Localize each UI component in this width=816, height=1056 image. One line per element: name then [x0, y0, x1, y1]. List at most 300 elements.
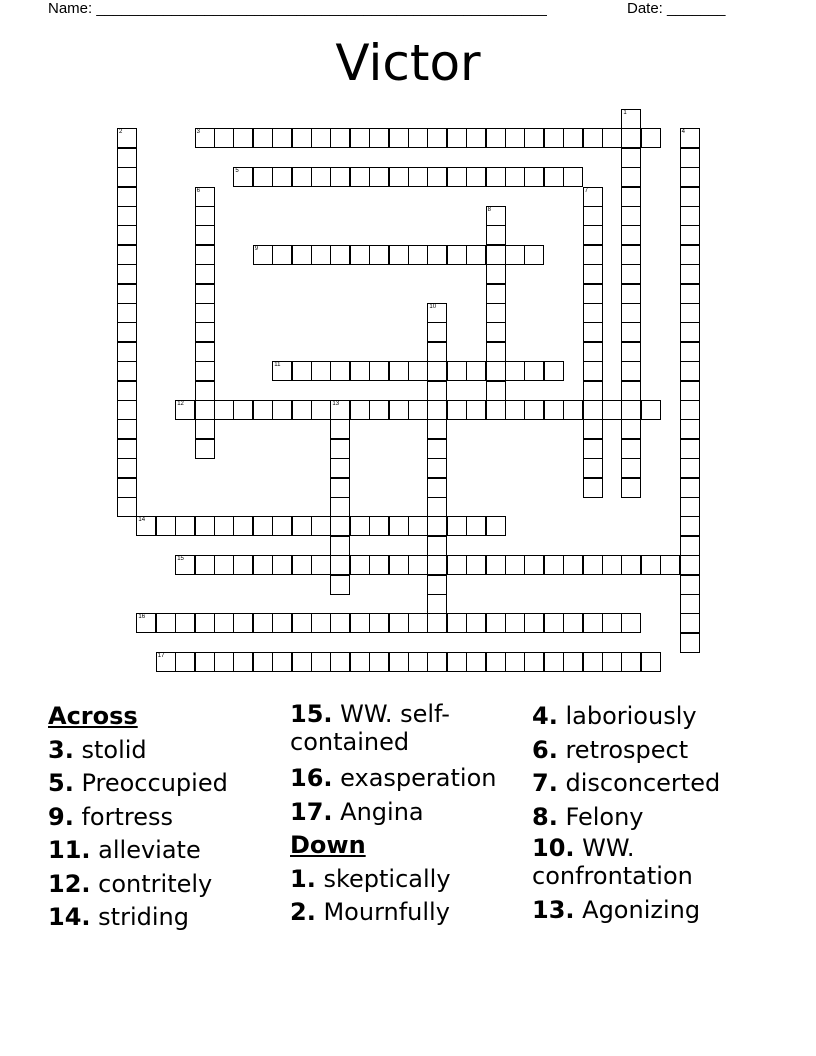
grid-cell[interactable]	[621, 148, 641, 168]
grid-cell[interactable]	[175, 400, 195, 420]
grid-cell[interactable]	[680, 128, 700, 148]
grid-cell[interactable]	[408, 128, 428, 148]
grid-cell[interactable]	[330, 497, 350, 517]
grid-cell[interactable]	[117, 381, 137, 401]
grid-cell[interactable]	[233, 167, 253, 187]
grid-cell[interactable]	[466, 400, 486, 420]
grid-cell[interactable]	[311, 128, 331, 148]
grid-cell[interactable]	[233, 555, 253, 575]
grid-cell[interactable]	[680, 187, 700, 207]
grid-cell[interactable]	[505, 361, 525, 381]
grid-cell[interactable]	[621, 419, 641, 439]
grid-cell[interactable]	[311, 361, 331, 381]
grid-cell[interactable]	[680, 555, 700, 575]
grid-cell[interactable]	[583, 284, 603, 304]
grid-cell[interactable]	[272, 652, 292, 672]
grid-cell[interactable]	[486, 284, 506, 304]
grid-cell[interactable]	[621, 555, 641, 575]
grid-cell[interactable]	[486, 516, 506, 536]
grid-cell[interactable]	[233, 516, 253, 536]
grid-cell[interactable]	[427, 594, 447, 614]
grid-cell[interactable]	[311, 516, 331, 536]
grid-cell[interactable]	[621, 245, 641, 265]
grid-cell[interactable]	[214, 652, 234, 672]
grid-cell[interactable]	[214, 128, 234, 148]
grid-cell[interactable]	[486, 342, 506, 362]
grid-cell[interactable]	[602, 555, 622, 575]
grid-cell[interactable]	[466, 613, 486, 633]
grid-cell[interactable]	[195, 303, 215, 323]
grid-cell[interactable]	[621, 264, 641, 284]
grid-cell[interactable]	[505, 613, 525, 633]
grid-cell[interactable]	[389, 245, 409, 265]
grid-cell[interactable]	[195, 652, 215, 672]
grid-cell[interactable]	[680, 497, 700, 517]
grid-cell[interactable]	[117, 439, 137, 459]
grid-cell[interactable]	[621, 109, 641, 129]
grid-cell[interactable]	[427, 245, 447, 265]
grid-cell[interactable]	[117, 342, 137, 362]
grid-cell[interactable]	[350, 245, 370, 265]
grid-cell[interactable]	[369, 245, 389, 265]
grid-cell[interactable]	[369, 613, 389, 633]
grid-cell[interactable]	[641, 555, 661, 575]
grid-cell[interactable]	[427, 497, 447, 517]
grid-cell[interactable]	[680, 594, 700, 614]
grid-cell[interactable]	[602, 128, 622, 148]
grid-cell[interactable]	[583, 322, 603, 342]
grid-cell[interactable]	[641, 400, 661, 420]
grid-cell[interactable]	[117, 284, 137, 304]
grid-cell[interactable]	[350, 128, 370, 148]
grid-cell[interactable]	[505, 652, 525, 672]
grid-cell[interactable]	[621, 322, 641, 342]
grid-cell[interactable]	[486, 652, 506, 672]
grid-cell[interactable]	[117, 206, 137, 226]
grid-cell[interactable]	[117, 478, 137, 498]
grid-cell[interactable]	[117, 167, 137, 187]
grid-cell[interactable]	[621, 128, 641, 148]
grid-cell[interactable]	[486, 206, 506, 226]
grid-cell[interactable]	[195, 555, 215, 575]
grid-cell[interactable]	[680, 206, 700, 226]
grid-cell[interactable]	[408, 652, 428, 672]
grid-cell[interactable]	[524, 400, 544, 420]
grid-cell[interactable]	[389, 652, 409, 672]
grid-cell[interactable]	[233, 128, 253, 148]
grid-cell[interactable]	[117, 128, 137, 148]
grid-cell[interactable]	[427, 419, 447, 439]
grid-cell[interactable]	[253, 516, 273, 536]
grid-cell[interactable]	[680, 303, 700, 323]
grid-cell[interactable]	[544, 613, 564, 633]
grid-cell[interactable]	[583, 555, 603, 575]
grid-cell[interactable]	[583, 381, 603, 401]
grid-cell[interactable]	[408, 361, 428, 381]
grid-cell[interactable]	[195, 264, 215, 284]
date-field[interactable]: Date: _______	[627, 0, 726, 17]
grid-cell[interactable]	[447, 516, 467, 536]
grid-cell[interactable]	[330, 458, 350, 478]
grid-cell[interactable]	[195, 361, 215, 381]
grid-cell[interactable]	[330, 419, 350, 439]
grid-cell[interactable]	[602, 652, 622, 672]
grid-cell[interactable]	[253, 613, 273, 633]
grid-cell[interactable]	[292, 361, 312, 381]
grid-cell[interactable]	[195, 516, 215, 536]
grid-cell[interactable]	[408, 400, 428, 420]
grid-cell[interactable]	[330, 478, 350, 498]
grid-cell[interactable]	[117, 419, 137, 439]
grid-cell[interactable]	[447, 652, 467, 672]
grid-cell[interactable]	[195, 225, 215, 245]
grid-cell[interactable]	[195, 419, 215, 439]
grid-cell[interactable]	[563, 128, 583, 148]
grid-cell[interactable]	[583, 613, 603, 633]
grid-cell[interactable]	[680, 284, 700, 304]
grid-cell[interactable]	[311, 613, 331, 633]
grid-cell[interactable]	[195, 381, 215, 401]
grid-cell[interactable]	[447, 613, 467, 633]
grid-cell[interactable]	[680, 633, 700, 653]
grid-cell[interactable]	[524, 245, 544, 265]
grid-cell[interactable]	[272, 555, 292, 575]
grid-cell[interactable]	[427, 555, 447, 575]
grid-cell[interactable]	[214, 400, 234, 420]
grid-cell[interactable]	[253, 555, 273, 575]
grid-cell[interactable]	[583, 342, 603, 362]
grid-cell[interactable]	[621, 381, 641, 401]
grid-cell[interactable]	[486, 245, 506, 265]
grid-cell[interactable]	[680, 536, 700, 556]
grid-cell[interactable]	[117, 303, 137, 323]
grid-cell[interactable]	[253, 128, 273, 148]
grid-cell[interactable]	[253, 167, 273, 187]
grid-cell[interactable]	[136, 516, 156, 536]
grid-cell[interactable]	[311, 652, 331, 672]
grid-cell[interactable]	[641, 652, 661, 672]
grid-cell[interactable]	[621, 613, 641, 633]
grid-cell[interactable]	[117, 400, 137, 420]
grid-cell[interactable]	[427, 439, 447, 459]
grid-cell[interactable]	[680, 148, 700, 168]
grid-cell[interactable]	[369, 167, 389, 187]
grid-cell[interactable]	[292, 128, 312, 148]
grid-cell[interactable]	[311, 245, 331, 265]
grid-cell[interactable]	[292, 245, 312, 265]
grid-cell[interactable]	[292, 652, 312, 672]
grid-cell[interactable]	[680, 225, 700, 245]
grid-cell[interactable]	[117, 148, 137, 168]
grid-cell[interactable]	[427, 478, 447, 498]
grid-cell[interactable]	[680, 516, 700, 536]
grid-cell[interactable]	[563, 167, 583, 187]
grid-cell[interactable]	[544, 652, 564, 672]
grid-cell[interactable]	[117, 458, 137, 478]
grid-cell[interactable]	[427, 458, 447, 478]
grid-cell[interactable]	[427, 361, 447, 381]
grid-cell[interactable]	[272, 245, 292, 265]
grid-cell[interactable]	[272, 128, 292, 148]
grid-cell[interactable]	[156, 516, 176, 536]
grid-cell[interactable]	[680, 322, 700, 342]
grid-cell[interactable]	[272, 167, 292, 187]
grid-cell[interactable]	[447, 128, 467, 148]
grid-cell[interactable]	[272, 400, 292, 420]
grid-cell[interactable]	[563, 555, 583, 575]
grid-cell[interactable]	[544, 361, 564, 381]
grid-cell[interactable]	[389, 400, 409, 420]
grid-cell[interactable]	[680, 245, 700, 265]
grid-cell[interactable]	[486, 128, 506, 148]
grid-cell[interactable]	[466, 167, 486, 187]
grid-cell[interactable]	[330, 400, 350, 420]
grid-cell[interactable]	[486, 303, 506, 323]
grid-cell[interactable]	[583, 187, 603, 207]
grid-cell[interactable]	[524, 361, 544, 381]
grid-cell[interactable]	[680, 575, 700, 595]
grid-cell[interactable]	[330, 555, 350, 575]
grid-cell[interactable]	[427, 322, 447, 342]
grid-cell[interactable]	[214, 516, 234, 536]
grid-cell[interactable]	[195, 342, 215, 362]
grid-cell[interactable]	[389, 555, 409, 575]
grid-cell[interactable]	[175, 613, 195, 633]
grid-cell[interactable]	[330, 613, 350, 633]
grid-cell[interactable]	[583, 361, 603, 381]
grid-cell[interactable]	[350, 516, 370, 536]
grid-cell[interactable]	[427, 652, 447, 672]
grid-cell[interactable]	[195, 128, 215, 148]
grid-cell[interactable]	[311, 400, 331, 420]
grid-cell[interactable]	[272, 516, 292, 536]
grid-cell[interactable]	[292, 167, 312, 187]
grid-cell[interactable]	[680, 167, 700, 187]
grid-cell[interactable]	[583, 245, 603, 265]
grid-cell[interactable]	[330, 652, 350, 672]
grid-cell[interactable]	[466, 245, 486, 265]
grid-cell[interactable]	[447, 245, 467, 265]
grid-cell[interactable]	[602, 613, 622, 633]
grid-cell[interactable]	[602, 400, 622, 420]
grid-cell[interactable]	[350, 361, 370, 381]
name-field[interactable]: Name: ______________________________________________________	[48, 0, 547, 17]
grid-cell[interactable]	[233, 652, 253, 672]
grid-cell[interactable]	[544, 555, 564, 575]
grid-cell[interactable]	[680, 381, 700, 401]
grid-cell[interactable]	[117, 497, 137, 517]
grid-cell[interactable]	[195, 322, 215, 342]
grid-cell[interactable]	[583, 128, 603, 148]
grid-cell[interactable]	[524, 128, 544, 148]
grid-cell[interactable]	[466, 361, 486, 381]
grid-cell[interactable]	[583, 478, 603, 498]
grid-cell[interactable]	[369, 516, 389, 536]
grid-cell[interactable]	[583, 652, 603, 672]
grid-cell[interactable]	[272, 613, 292, 633]
grid-cell[interactable]	[680, 342, 700, 362]
grid-cell[interactable]	[311, 555, 331, 575]
grid-cell[interactable]	[117, 361, 137, 381]
grid-cell[interactable]	[233, 613, 253, 633]
grid-cell[interactable]	[117, 225, 137, 245]
grid-cell[interactable]	[408, 516, 428, 536]
grid-cell[interactable]	[330, 128, 350, 148]
grid-cell[interactable]	[524, 555, 544, 575]
grid-cell[interactable]	[486, 322, 506, 342]
grid-cell[interactable]	[175, 652, 195, 672]
grid-cell[interactable]	[253, 400, 273, 420]
grid-cell[interactable]	[233, 400, 253, 420]
grid-cell[interactable]	[253, 652, 273, 672]
grid-cell[interactable]	[427, 536, 447, 556]
grid-cell[interactable]	[117, 245, 137, 265]
grid-cell[interactable]	[427, 575, 447, 595]
grid-cell[interactable]	[427, 303, 447, 323]
grid-cell[interactable]	[447, 400, 467, 420]
grid-cell[interactable]	[117, 322, 137, 342]
grid-cell[interactable]	[621, 206, 641, 226]
grid-cell[interactable]	[350, 167, 370, 187]
grid-cell[interactable]	[486, 167, 506, 187]
grid-cell[interactable]	[447, 167, 467, 187]
grid-cell[interactable]	[505, 400, 525, 420]
grid-cell[interactable]	[117, 264, 137, 284]
grid-cell[interactable]	[389, 613, 409, 633]
grid-cell[interactable]	[447, 555, 467, 575]
grid-cell[interactable]	[621, 361, 641, 381]
grid-cell[interactable]	[427, 342, 447, 362]
grid-cell[interactable]	[544, 128, 564, 148]
grid-cell[interactable]	[292, 613, 312, 633]
grid-cell[interactable]	[389, 361, 409, 381]
grid-cell[interactable]	[253, 245, 273, 265]
grid-cell[interactable]	[466, 555, 486, 575]
grid-cell[interactable]	[369, 400, 389, 420]
grid-cell[interactable]	[621, 303, 641, 323]
grid-cell[interactable]	[311, 167, 331, 187]
grid-cell[interactable]	[486, 613, 506, 633]
grid-cell[interactable]	[427, 613, 447, 633]
grid-cell[interactable]	[680, 419, 700, 439]
grid-cell[interactable]	[408, 555, 428, 575]
grid-cell[interactable]	[505, 245, 525, 265]
grid-cell[interactable]	[680, 613, 700, 633]
grid-cell[interactable]	[660, 555, 680, 575]
grid-cell[interactable]	[350, 555, 370, 575]
grid-cell[interactable]	[369, 555, 389, 575]
grid-cell[interactable]	[466, 128, 486, 148]
grid-cell[interactable]	[195, 187, 215, 207]
grid-cell[interactable]	[486, 225, 506, 245]
grid-cell[interactable]	[621, 458, 641, 478]
grid-cell[interactable]	[466, 652, 486, 672]
grid-cell[interactable]	[544, 400, 564, 420]
grid-cell[interactable]	[330, 361, 350, 381]
grid-cell[interactable]	[621, 284, 641, 304]
grid-cell[interactable]	[292, 555, 312, 575]
grid-cell[interactable]	[427, 381, 447, 401]
grid-cell[interactable]	[583, 206, 603, 226]
grid-cell[interactable]	[195, 284, 215, 304]
grid-cell[interactable]	[136, 613, 156, 633]
grid-cell[interactable]	[330, 167, 350, 187]
grid-cell[interactable]	[175, 555, 195, 575]
grid-cell[interactable]	[563, 400, 583, 420]
grid-cell[interactable]	[486, 400, 506, 420]
grid-cell[interactable]	[680, 361, 700, 381]
grid-cell[interactable]	[621, 225, 641, 245]
grid-cell[interactable]	[117, 187, 137, 207]
grid-cell[interactable]	[583, 264, 603, 284]
grid-cell[interactable]	[408, 613, 428, 633]
grid-cell[interactable]	[330, 575, 350, 595]
grid-cell[interactable]	[195, 613, 215, 633]
grid-cell[interactable]	[427, 516, 447, 536]
grid-cell[interactable]	[583, 439, 603, 459]
grid-cell[interactable]	[214, 555, 234, 575]
grid-cell[interactable]	[292, 516, 312, 536]
grid-cell[interactable]	[466, 516, 486, 536]
grid-cell[interactable]	[583, 225, 603, 245]
grid-cell[interactable]	[583, 303, 603, 323]
grid-cell[interactable]	[369, 128, 389, 148]
grid-cell[interactable]	[330, 536, 350, 556]
grid-cell[interactable]	[427, 400, 447, 420]
grid-cell[interactable]	[330, 516, 350, 536]
grid-cell[interactable]	[389, 128, 409, 148]
grid-cell[interactable]	[583, 458, 603, 478]
grid-cell[interactable]	[505, 555, 525, 575]
grid-cell[interactable]	[524, 613, 544, 633]
grid-cell[interactable]	[350, 400, 370, 420]
grid-cell[interactable]	[563, 613, 583, 633]
grid-cell[interactable]	[195, 206, 215, 226]
grid-cell[interactable]	[621, 187, 641, 207]
grid-cell[interactable]	[583, 400, 603, 420]
grid-cell[interactable]	[621, 652, 641, 672]
grid-cell[interactable]	[389, 516, 409, 536]
grid-cell[interactable]	[369, 652, 389, 672]
grid-cell[interactable]	[330, 439, 350, 459]
grid-cell[interactable]	[369, 361, 389, 381]
grid-cell[interactable]	[156, 613, 176, 633]
grid-cell[interactable]	[156, 652, 176, 672]
grid-cell[interactable]	[621, 342, 641, 362]
grid-cell[interactable]	[214, 613, 234, 633]
grid-cell[interactable]	[524, 652, 544, 672]
grid-cell[interactable]	[583, 419, 603, 439]
grid-cell[interactable]	[350, 613, 370, 633]
grid-cell[interactable]	[447, 361, 467, 381]
grid-cell[interactable]	[195, 400, 215, 420]
grid-cell[interactable]	[389, 167, 409, 187]
grid-cell[interactable]	[621, 478, 641, 498]
grid-cell[interactable]	[563, 652, 583, 672]
grid-cell[interactable]	[621, 167, 641, 187]
grid-cell[interactable]	[175, 516, 195, 536]
grid-cell[interactable]	[486, 381, 506, 401]
grid-cell[interactable]	[195, 439, 215, 459]
grid-cell[interactable]	[486, 264, 506, 284]
grid-cell[interactable]	[330, 245, 350, 265]
grid-cell[interactable]	[680, 478, 700, 498]
grid-cell[interactable]	[505, 128, 525, 148]
grid-cell[interactable]	[427, 128, 447, 148]
grid-cell[interactable]	[408, 167, 428, 187]
grid-cell[interactable]	[486, 555, 506, 575]
grid-cell[interactable]	[195, 245, 215, 265]
